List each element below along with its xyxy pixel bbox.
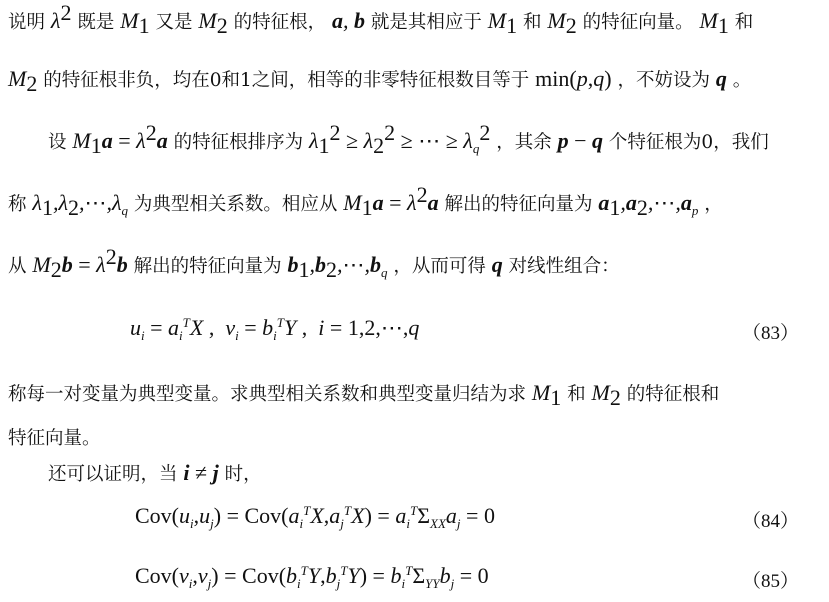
text-fragment: ，不妨设为 [617, 70, 710, 91]
equation-number: （85） [741, 571, 799, 592]
math-i-neq-j: i ≠ j [183, 460, 219, 485]
text-fragment: 的特征根排序为 [173, 132, 304, 153]
math-eigen-eq-m1: $M_1a = \lambda^2a$ [72, 120, 168, 158]
text-line-5 [8, 244, 829, 282]
text-fragment: 。 [732, 70, 752, 91]
equation-84-body: $Cov(u_i,u_j) = Cov(a_i^TX,a_j^TX) = a_i^T\Sigma_{XX}a_j = 0$ [135, 503, 495, 531]
math-m2: $M_2$ [198, 8, 228, 38]
math-b-vectors: $b_1,b_2,\cdots,b_q$ [287, 252, 388, 282]
text-fragment: 称每一对变量为典型变量。求典型相关系数和典型变量归结为求 [8, 384, 527, 405]
math-lambda-squared: $\lambda^2$ [50, 0, 72, 33]
math-q: q [491, 252, 503, 277]
text-fragment: 的特征向量。 [582, 12, 694, 33]
math-q: q [715, 66, 727, 91]
text-line-1 [8, 0, 829, 38]
text-fragment: 的特征根和 [626, 384, 720, 405]
text-fragment: 的特征根， [233, 12, 327, 33]
text-fragment: 和 [734, 12, 754, 33]
equation-85-body: $Cov(v_i,v_j) = Cov(b_i^TY,b_j^TY) = b_i^T\Sigma_{YY}b_j = 0$ [135, 563, 489, 591]
text-fragment: ，其余 [496, 132, 552, 153]
math-a-vectors: $a_1,a_2,\cdots,a_p$ [598, 190, 699, 220]
text-fragment: ， [704, 194, 723, 215]
math-eigen-order: $\lambda_1^2 \ge \lambda_2^2$ ≥ ⋯ ≥ $\lambda_q^2$ [308, 120, 491, 158]
text-fragment: 从 [8, 256, 27, 277]
text-fragment: 既是 [77, 12, 115, 33]
math-m1: $M_1$ [487, 8, 518, 38]
text-fragment: ，从而可得 [393, 256, 486, 277]
text-line-9 [48, 462, 829, 485]
text-line-3 [48, 120, 829, 158]
equation-85 [0, 563, 829, 593]
text-fragment: 个特征根为0，我们 [608, 132, 769, 153]
text-fragment: 的特征根非负，均在0和1之间，相等的非零特征根数目等于 [43, 70, 530, 91]
math-a-b: a, b [331, 8, 365, 33]
text-fragment: 解出的特征向量为 [444, 194, 593, 215]
math-m1: $M_1$ [531, 380, 562, 410]
math-m2: $M_2$ [547, 8, 577, 38]
math-m1: $M_1$ [699, 8, 729, 38]
text-fragment: 还可以证明，当 [48, 464, 178, 485]
text-fragment: 解出的特征向量为 [133, 256, 282, 277]
math-min-pq: min(p,q) [535, 66, 612, 91]
math-m1: $M_1$ [120, 8, 150, 38]
math-m2: $M_2$ [8, 66, 38, 96]
text-fragment: 就是其相应于 [370, 12, 482, 33]
text-line-4 [8, 182, 829, 220]
text-fragment: 特征向量。 [8, 428, 101, 449]
text-line-8 [8, 430, 829, 449]
text-fragment: 称 [8, 194, 27, 215]
text-fragment: 和 [523, 12, 542, 33]
equation-number: （83） [741, 323, 799, 344]
text-fragment: 说明 [8, 12, 46, 33]
text-fragment: 对线性组合： [508, 256, 620, 277]
text-fragment: 设 [48, 132, 67, 153]
text-line-7 [8, 380, 829, 410]
math-p-minus-q: p − q [557, 128, 604, 153]
math-eigen-eq-m1: $M_1a = \lambda^2a$ [343, 182, 439, 220]
text-fragment: 时， [224, 464, 262, 485]
math-lambdas: $\lambda_1,\lambda_2,\cdots,\lambda_q$ [32, 190, 128, 220]
equation-83 [0, 315, 829, 345]
text-fragment: 又是 [155, 12, 193, 33]
equation-84 [0, 503, 829, 533]
math-m2: $M_2$ [591, 380, 621, 410]
equation-number: （84） [741, 511, 799, 532]
text-fragment: 为典型相关系数。相应从 [133, 194, 338, 215]
equation-83-body: $u_i = a_i^TX$ , $v_i = b_i^TY$ , i = 1,2,⋯,q [130, 315, 420, 343]
text-fragment: 和 [567, 384, 586, 405]
math-eigen-eq-m2: $M_2b = \lambda^2b$ [32, 244, 128, 282]
text-line-2 [8, 66, 829, 96]
